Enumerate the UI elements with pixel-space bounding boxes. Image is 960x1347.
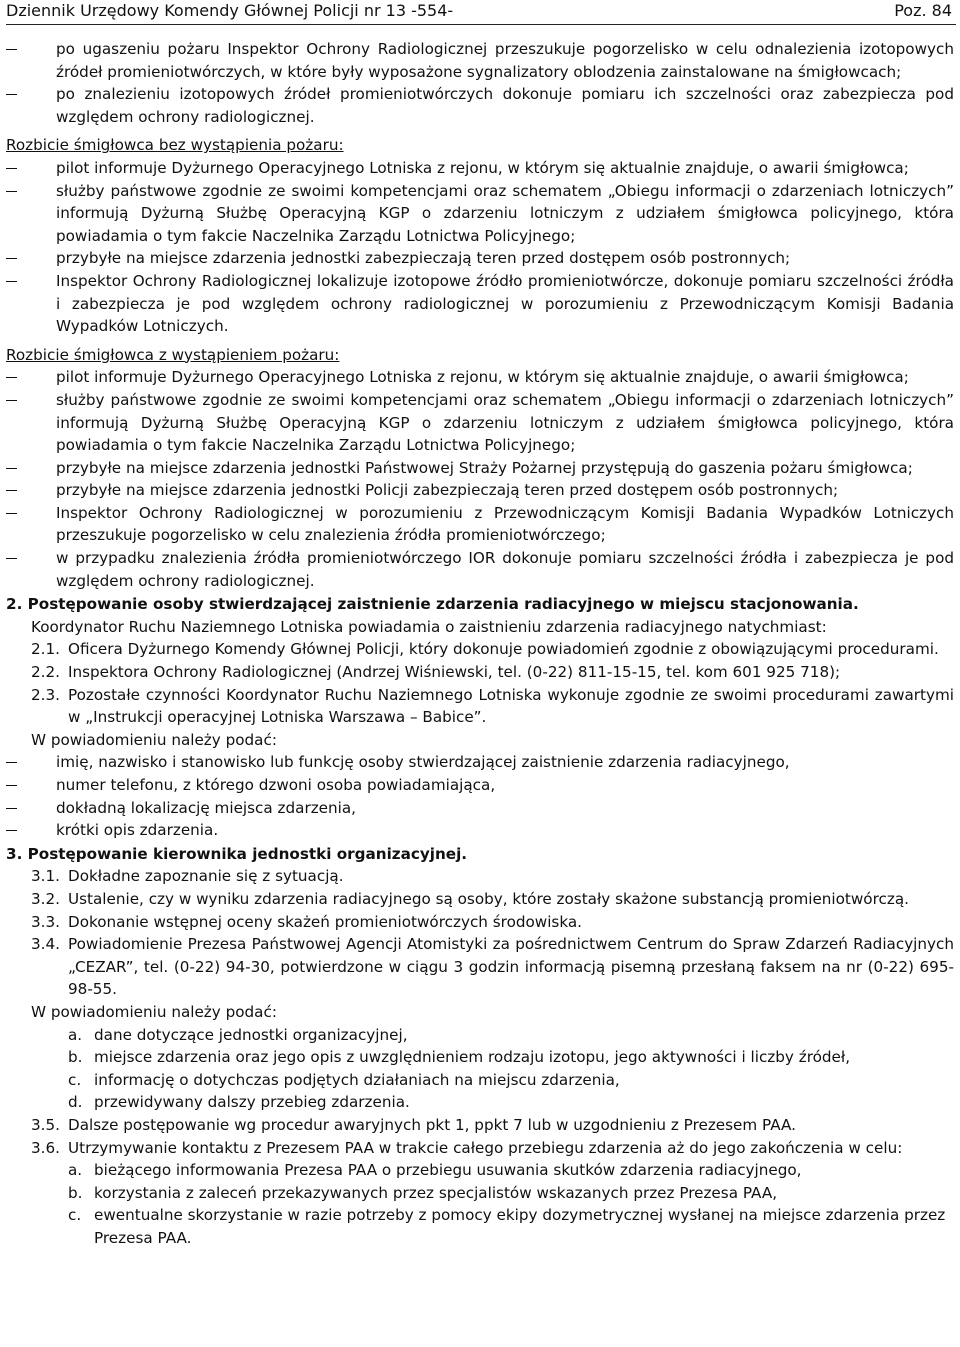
- section-2-heading: 2. Postępowanie osoby stwierdzającej zaistnienie zdarzenia radiacyjnego w miejscu stacjonowania.: [6, 595, 859, 614]
- no-fire-bullet: służby państwowe zgodnie ze swoimi kompetencjami oraz schematem „Obiegu informacji o zdarzeniach lotniczych” informują Dyżurną Służbę Operacyjną KGP o zdarzeniu lotniczym z udziałem śmigłowca policyjnego, która powiadamia o tym fakcie Naczelnika Zarządu Lotnictwa Policyjnego;: [6, 180, 954, 248]
- numbered-item: 3.1. Dokładne zapoznanie się z sytuacją.: [31, 867, 344, 886]
- lettered-item: d. przewidywany dalszy przebieg zdarzenia.: [68, 1093, 410, 1112]
- lettered-item: b. korzystania z zaleceń przekazywanych przez specjalistów wskazanych przez Prezesa PAA,: [68, 1183, 778, 1202]
- fire-bullet: przybyłe na miejsce zdarzenia jednostki Policji zabezpieczają teren przed dostępem osób postronnych;: [6, 479, 954, 502]
- intro-bullet: po znalezieniu izotopowych źródeł promieniotwórczych dokonuje pomiaru ich szczelności oraz zabezpiecza pod względem ochrony radiologicznej.: [6, 83, 954, 128]
- fire-bullet: służby państwowe zgodnie ze swoimi kompetencjami oraz schematem „Obiegu informacji o zdarzeniach lotniczych” informują Dyżurną Służbę Operacyjną KGP o zdarzeniu lotniczym z udziałem śmigłowca policyjnego, która powiadamia o tym fakcie Naczelnika Zarządu Lotnictwa Policyjnego;: [6, 389, 954, 457]
- no-fire-bullet: Inspektor Ochrony Radiologicznej lokalizuje izotopowe źródło promieniotwórcze, dokonuje pomiaru szczelności źródła i zabezpiecza je pod względem ochrony radiologicznej w porozumieniu z Przewodniczącym Komisji Badania Wypadków Lotniczych.: [6, 270, 954, 338]
- lettered-item: c. informację o dotychczas podjętych działaniach na miejscu zdarzenia,: [68, 1070, 620, 1089]
- section-heading-no-fire: Rozbicie śmigłowca bez wystąpienia pożaru:: [6, 136, 344, 155]
- numbered-item: 3.3. Dokonanie wstępnej oceny skażeń promieniotwórczych środowiska.: [31, 912, 583, 931]
- numbered-item: 3.2. Ustalenie, czy w wyniku zdarzenia radiacyjnego są osoby, które zostały skażone substancją promieniotwórczą.: [31, 889, 909, 908]
- report-intro: W powiadomieniu należy podać:: [31, 1002, 277, 1021]
- fire-bullet: Inspektor Ochrony Radiologicznej w porozumieniu z Przewodniczącym Komisji Badania Wypadków Lotniczych przeszukuje pogorzelisko w celu znalezienia źródła promieniotwórczego;: [6, 502, 954, 547]
- report-intro: W powiadomieniu należy podać:: [31, 730, 277, 749]
- numbered-item: 2.2. Inspektora Ochrony Radiologicznej (Andrzej Wiśniewski, tel. (0-22) 811-15-15, tel. kom 601 925 718);: [31, 663, 841, 682]
- fire-bullet: przybyłe na miejsce zdarzenia jednostki Państwowej Straży Pożarnej przystępują do gaszenia pożaru śmigłowca;: [6, 457, 954, 480]
- fire-bullet: pilot informuje Dyżurnego Operacyjnego Lotniska z rejonu, w którym się aktualnie znajduje, o awarii śmigłowca;: [6, 366, 954, 389]
- section-3-heading: 3. Postępowanie kierownika jednostki organizacyjnej.: [6, 844, 468, 863]
- report-bullet: dokładną lokalizację miejsca zdarzenia,: [6, 797, 954, 820]
- report-bullet: imię, nazwisko i stanowisko lub funkcję osoby stwierdzającej zaistnienie zdarzenia radiacyjnego,: [6, 751, 954, 774]
- report-bullet: numer telefonu, z którego dzwoni osoba powiadamiająca,: [6, 774, 954, 797]
- lettered-item: a. dane dotyczące jednostki organizacyjnej,: [68, 1025, 408, 1044]
- report-bullet: krótki opis zdarzenia.: [6, 819, 954, 842]
- lettered-item: b. miejsce zdarzenia oraz jego opis z uwzględnieniem rodzaju izotopu, jego aktywności i liczby źródeł,: [68, 1048, 851, 1067]
- section-2-intro: Koordynator Ruchu Naziemnego Lotniska powiadamia o zaistnieniu zdarzenia radiacyjnego natychmiast:: [31, 617, 827, 636]
- numbered-item: 3.5. Dalsze postępowanie wg procedur awaryjnych pkt 1, ppkt 7 lub w uzgodnieniu z Prezesem PAA.: [31, 1115, 796, 1134]
- numbered-item: 2.3. Pozostałe czynności Koordynator Ruchu Naziemnego Lotniska wykonuje zgodnie ze swoimi procedurami zawartymi w „Instrukcji operacyjnej Lotniska Warszawa – Babice”.: [31, 685, 954, 727]
- document-body: [6, 38, 954, 1249]
- page-header: [6, 0, 956, 25]
- journal-title: Dziennik Urzędowy Komendy Głównej Policji nr 13 -554-: [6, 1, 454, 20]
- position-number: Poz. 84: [894, 1, 952, 20]
- no-fire-bullet: przybyłe na miejsce zdarzenia jednostki zabezpieczają teren przed dostępem osób postronnych;: [6, 247, 954, 270]
- lettered-item: a. bieżącego informowania Prezesa PAA o przebiegu usuwania skutków zdarzenia radiacyjnego,: [68, 1161, 802, 1180]
- numbered-item: 3.6. Utrzymywanie kontaktu z Prezesem PAA w trakcie całego przebiegu zdarzenia aż do jego zakończenia w celu:: [31, 1138, 903, 1157]
- numbered-item: 2.1. Oficera Dyżurnego Komendy Głównej Policji, który dokonuje powiadomień zgodnie z obowiązującymi procedurami.: [31, 640, 939, 659]
- no-fire-bullet: pilot informuje Dyżurnego Operacyjnego Lotniska z rejonu, w którym się aktualnie znajduje, o awarii śmigłowca;: [6, 157, 954, 180]
- fire-bullet: w przypadku znalezienia źródła promieniotwórczego IOR dokonuje pomiaru szczelności źródła i zabezpiecza je pod względem ochrony radiologicznej.: [6, 547, 954, 592]
- intro-bullet: po ugaszeniu pożaru Inspektor Ochrony Radiologicznej przeszukuje pogorzelisko w celu odnalezienia izotopowych źródeł promieniotwórczych, w które były wyposażone sygnalizatory oblodzenia zainstalowane na śmigłowcach;: [6, 38, 954, 83]
- section-heading-fire: Rozbicie śmigłowca z wystąpieniem pożaru:: [6, 345, 340, 364]
- lettered-item: c. ewentualne skorzystanie w razie potrzeby z pomocy ekipy dozymetrycznej wysłanej na miejsce zdarzenia przez Prezesa PAA.: [68, 1206, 946, 1247]
- numbered-item: 3.4. Powiadomienie Prezesa Państwowej Agencji Atomistyki za pośrednictwem Centrum do Spraw Zdarzeń Radiacyjnych „CEZAR”, tel. (0-22) 94-30, potwierdzone w ciągu 3 godzin informacją pisemną przesłaną faksem na nr (0-22) 695-98-55.: [31, 935, 954, 999]
